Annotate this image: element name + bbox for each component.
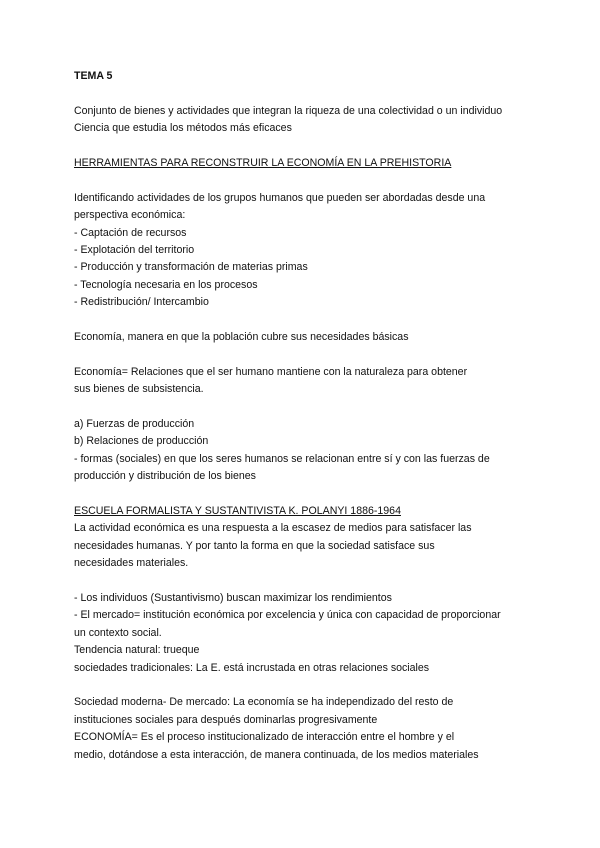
escuela-heading: ESCUELA FORMALISTA Y SUSTANTIVISTA K. POLANYI 1886-1964 xyxy=(74,505,401,518)
definicion-2: Ciencia que estudia los métodos más eficaces xyxy=(74,122,292,135)
escuela-punto-2: - El mercado= institución económica por excelencia y única con capacidad de proporcionar xyxy=(74,609,501,622)
fuerzas-produccion: a) Fuerzas de producción xyxy=(74,418,195,431)
list-item: - Redistribución/ Intercambio xyxy=(74,296,209,309)
formas-sociales-2: producción y distribución de los bienes xyxy=(74,470,256,483)
tema-title: TEMA 5 xyxy=(74,70,113,82)
relaciones-produccion: b) Relaciones de producción xyxy=(74,435,209,448)
moderna-1: Sociedad moderna- De mercado: La economía se ha independizado del resto de xyxy=(74,696,454,709)
escuela-punto-5: sociedades tradicionales: La E. está incrustada en otras relaciones sociales xyxy=(74,661,430,674)
herramientas-intro-1: Identificando actividades de los grupos humanos que pueden ser abordadas desde una xyxy=(74,191,486,204)
moderna-2: instituciones sociales para después dominarlas progresivamente xyxy=(74,713,378,726)
economia-definicion-2a: Economía= Relaciones que el ser humano mantiene con la naturaleza para obtener xyxy=(74,365,468,378)
formas-sociales-1: - formas (sociales) en que los seres humanos se relacionan entre sí y con las fuerzas de xyxy=(74,452,490,465)
escuela-punto-3: un contexto social. xyxy=(74,626,162,639)
herramientas-heading: HERRAMIENTAS PARA RECONSTRUIR LA ECONOMÍA EN LA PREHISTORIA xyxy=(74,157,452,169)
definicion-1: Conjunto de bienes y actividades que integran la riqueza de una colectividad o un individuo xyxy=(74,104,503,117)
moderna-3: ECONOMÍA= Es el proceso institucionalizado de interacción entre el hombre y el xyxy=(74,731,455,744)
escuela-punto-4: Tendencia natural: trueque xyxy=(74,644,200,657)
moderna-4: medio, dotándose a esta interacción, de manera continuada, de los medios materiales xyxy=(74,748,479,761)
escuela-parrafo-3: necesidades materiales. xyxy=(74,557,189,570)
document-page xyxy=(74,68,534,764)
economia-definicion-2b: sus bienes de subsistencia. xyxy=(74,383,204,396)
herramientas-intro-2: perspectiva económica: xyxy=(74,209,186,222)
list-item: - Captación de recursos xyxy=(74,226,187,239)
escuela-parrafo-1: La actividad económica es una respuesta a la escasez de medios para satisfacer las xyxy=(74,522,472,535)
escuela-punto-1: - Los individuos (Sustantivismo) buscan maximizar los rendimientos xyxy=(74,592,392,605)
escuela-parrafo-2: necesidades humanas. Y por tanto la forma en que la sociedad satisface sus xyxy=(74,539,435,552)
economia-definicion-1: Economía, manera en que la población cubre sus necesidades básicas xyxy=(74,331,409,344)
list-item: - Explotación del territorio xyxy=(74,244,195,257)
list-item: - Tecnología necesaria en los procesos xyxy=(74,278,258,291)
list-item: - Producción y transformación de materias primas xyxy=(74,261,308,274)
